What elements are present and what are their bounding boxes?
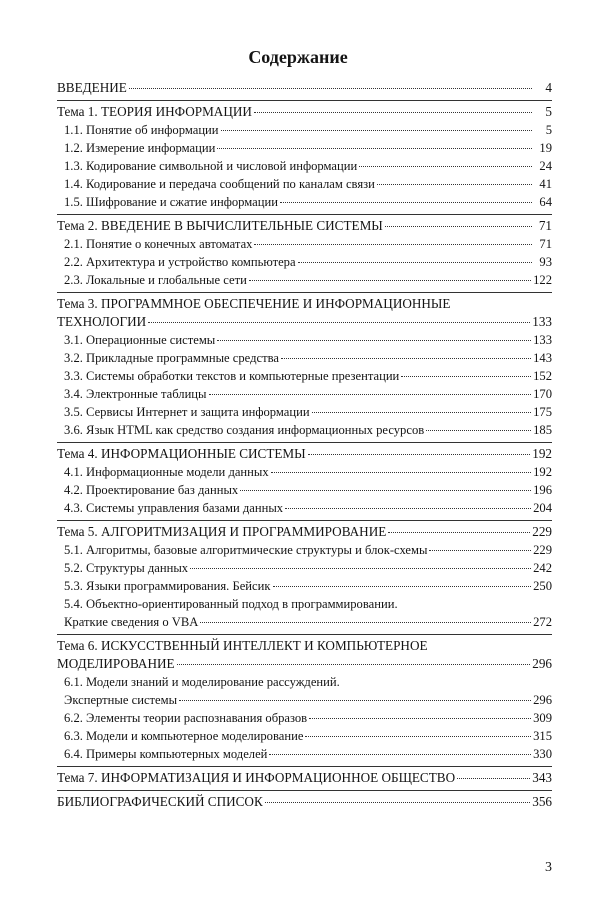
toc-subentry-line2: Краткие сведения о VBA 272 — [64, 615, 552, 629]
toc-subentry: 5.1. Алгоритмы, базовые алгоритмические структуры и блок-схемы 229 — [64, 543, 552, 557]
toc-entry-bibliography: БИБЛИОГРАФИЧЕСКИЙ СПИСОК 356 — [57, 794, 552, 809]
toc-topic-heading: Тема 4. ИНФОРМАЦИОННЫЕ СИСТЕМЫ 192 — [57, 446, 552, 461]
toc-subentry: 2.1. Понятие о конечных автоматах 71 — [64, 237, 552, 251]
toc-subentry: 3.5. Сервисы Интернет и защита информации 175 — [64, 405, 552, 419]
toc-subentry: 5.2. Структуры данных 242 — [64, 561, 552, 575]
toc-subentry-line2: Экспертные системы 296 — [64, 693, 552, 707]
section-divider — [57, 442, 552, 443]
toc-subentry: 1.5. Шифрование и сжатие информации 64 — [64, 195, 552, 209]
toc-subentry: 1.4. Кодирование и передача сообщений по каналам связи 41 — [64, 177, 552, 191]
toc-topic-heading: Тема 5. АЛГОРИТМИЗАЦИЯ И ПРОГРАММИРОВАНИЕ 229 — [57, 524, 552, 539]
section-divider — [57, 766, 552, 767]
toc-subentry: 5.3. Языки программирования. Бейсик 250 — [64, 579, 552, 593]
table-of-contents — [57, 79, 552, 811]
toc-subentry: 6.2. Элементы теории распознавания образов 309 — [64, 711, 552, 725]
toc-subentry: 4.1. Информационные модели данных 192 — [64, 465, 552, 479]
toc-subentry: 1.1. Понятие об информации 5 — [64, 123, 552, 137]
section-divider — [57, 214, 552, 215]
section-divider — [57, 634, 552, 635]
toc-topic-heading-line2: МОДЕЛИРОВАНИЕ 296 — [57, 656, 552, 671]
toc-topic-heading-line1: Тема 6. ИСКУССТВЕННЫЙ ИНТЕЛЛЕКТ И КОМПЬЮТЕРНОЕ — [57, 638, 428, 653]
section-divider — [57, 790, 552, 791]
toc-subentry: 3.4. Электронные таблицы 170 — [64, 387, 552, 401]
toc-topic-heading: Тема 7. ИНФОРМАТИЗАЦИЯ И ИНФОРМАЦИОННОЕ ОБЩЕСТВО 343 — [57, 770, 552, 785]
section-divider — [57, 520, 552, 521]
toc-subentry: 2.2. Архитектура и устройство компьютера 93 — [64, 255, 552, 269]
page-number: 3 — [545, 860, 552, 875]
toc-subentry: 6.3. Модели и компьютерное моделирование 315 — [64, 729, 552, 743]
toc-subentry-line1: 5.4. Объектно-ориентированный подход в программировании. — [64, 597, 398, 611]
toc-subentry: 6.4. Примеры компьютерных моделей 330 — [64, 747, 552, 761]
dot-leader — [129, 88, 532, 89]
toc-topic-heading: Тема 1. ТЕОРИЯ ИНФОРМАЦИИ 5 — [57, 104, 552, 119]
toc-subentry: 1.3. Кодирование символьной и числовой информации 24 — [64, 159, 552, 173]
toc-subentry: 2.3. Локальные и глобальные сети 122 — [64, 273, 552, 287]
toc-subentry: 4.2. Проектирование баз данных 196 — [64, 483, 552, 497]
section-divider — [57, 100, 552, 101]
toc-subentry-line1: 6.1. Модели знаний и моделирование рассуждений. — [64, 675, 340, 689]
toc-subentry: 4.3. Системы управления базами данных 204 — [64, 501, 552, 515]
toc-subentry: 3.3. Системы обработки текстов и компьютерные презентации 152 — [64, 369, 552, 383]
toc-subentry: 3.1. Операционные системы 133 — [64, 333, 552, 347]
toc-subentry: 3.6. Язык HTML как средство создания информационных ресурсов 185 — [64, 423, 552, 437]
toc-topic-heading-line2: ТЕХНОЛОГИИ 133 — [57, 314, 552, 329]
toc-topic-heading-line1: Тема 3. ПРОГРАММНОЕ ОБЕСПЕЧЕНИЕ И ИНФОРМАЦИОННЫЕ — [57, 296, 451, 311]
toc-entry-intro: ВВЕДЕНИЕ 4 — [57, 80, 552, 95]
toc-topic-heading: Тема 2. ВВЕДЕНИЕ В ВЫЧИСЛИТЕЛЬНЫЕ СИСТЕМЫ 71 — [57, 218, 552, 233]
section-divider — [57, 292, 552, 293]
toc-subentry: 1.2. Измерение информации 19 — [64, 141, 552, 155]
page-title: Содержание — [248, 47, 348, 67]
toc-subentry: 3.2. Прикладные программные средства 143 — [64, 351, 552, 365]
